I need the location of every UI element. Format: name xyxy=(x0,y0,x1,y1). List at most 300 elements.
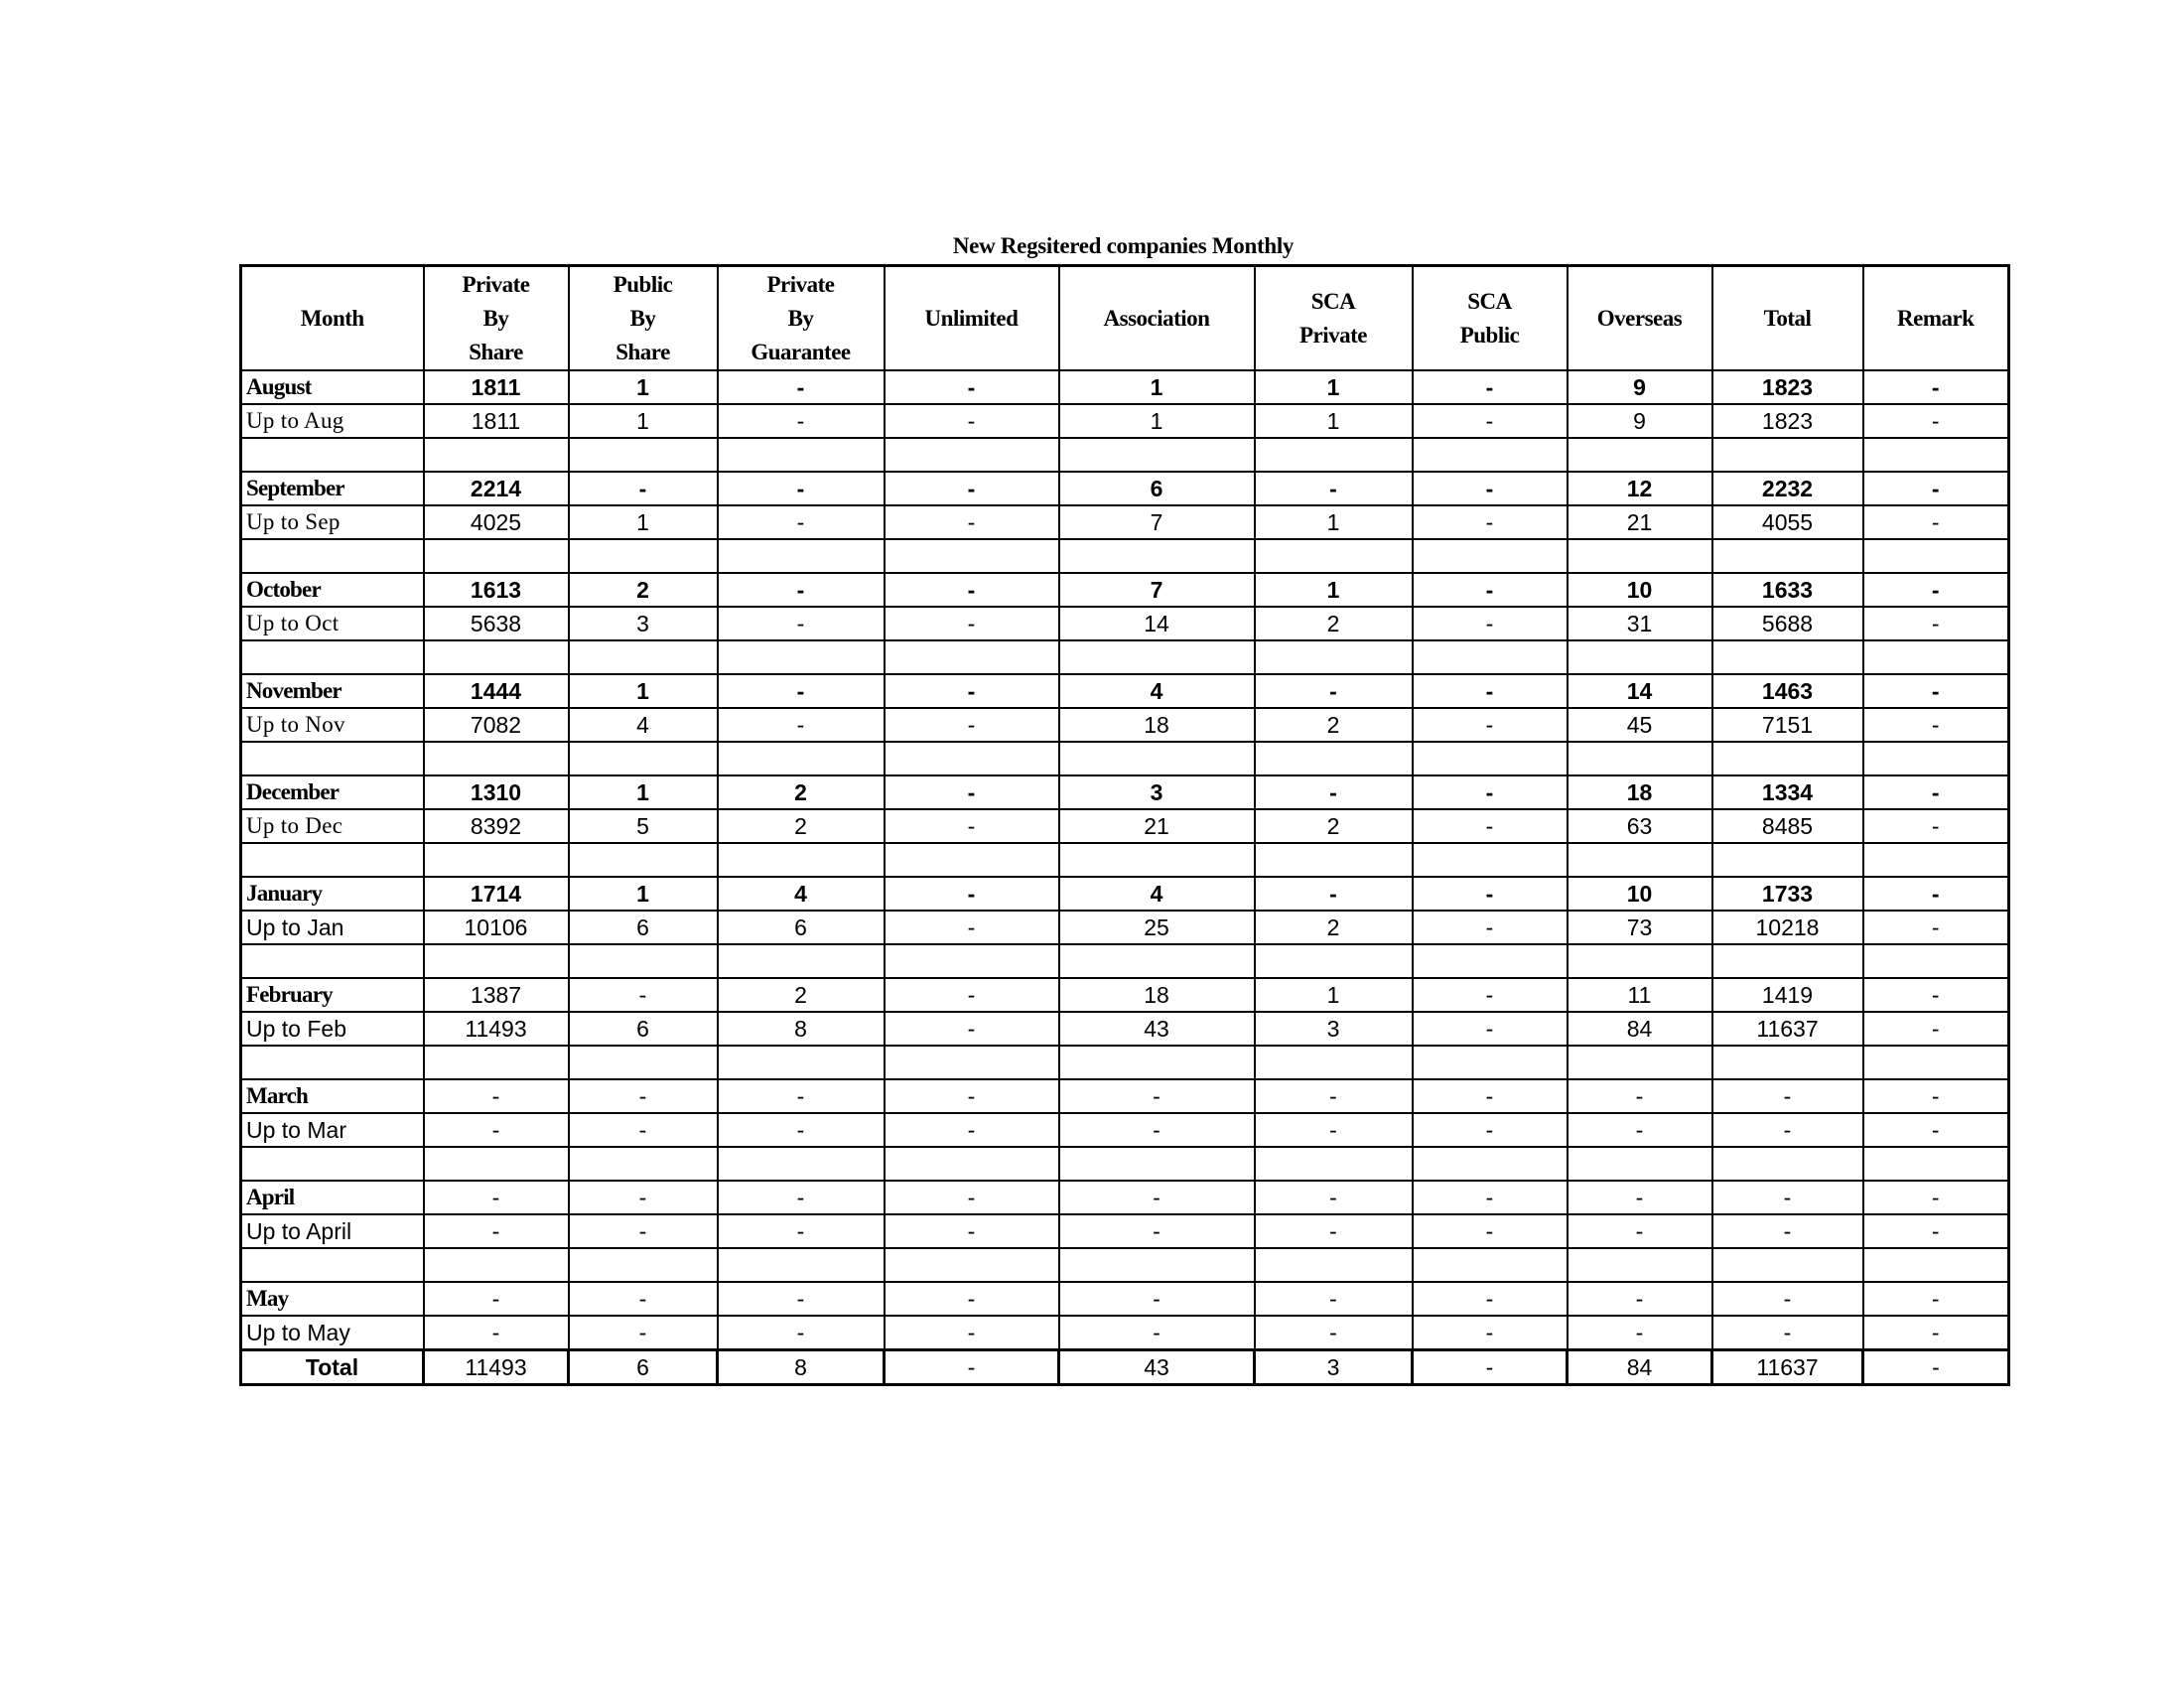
table-cell: - xyxy=(1413,911,1568,944)
empty-cell xyxy=(885,539,1059,573)
column-header xyxy=(241,266,424,371)
table-cell: 7 xyxy=(1059,573,1255,607)
empty-cell xyxy=(1712,1046,1863,1079)
table-cell: - xyxy=(718,370,885,404)
table-cell: - xyxy=(718,404,885,438)
table-title: New Regsitered companies Monthly xyxy=(952,233,1295,258)
row-label: October xyxy=(241,573,424,607)
table-cell: - xyxy=(718,1113,885,1147)
table-cell: 9 xyxy=(1568,370,1712,404)
empty-cell xyxy=(718,640,885,674)
table-cell: 10218 xyxy=(1712,911,1863,944)
table-cell: - xyxy=(1712,1079,1863,1113)
empty-cell xyxy=(241,539,424,573)
table-cell: - xyxy=(1863,472,2009,505)
table-cell: - xyxy=(1255,775,1413,809)
table-cell: 1 xyxy=(569,370,718,404)
table-cell: 7151 xyxy=(1712,708,1863,742)
empty-cell xyxy=(241,1046,424,1079)
table-cell: - xyxy=(1413,809,1568,843)
empty-cell xyxy=(1568,843,1712,877)
empty-cell xyxy=(569,843,718,877)
table-cell: - xyxy=(1413,1350,1568,1385)
table-cell: - xyxy=(1255,877,1413,911)
table-cell: 11637 xyxy=(1712,1350,1863,1385)
empty-cell xyxy=(1712,1147,1863,1181)
table-cell: 1463 xyxy=(1712,674,1863,708)
empty-cell xyxy=(569,742,718,775)
cumulative-row xyxy=(241,1214,2009,1248)
spacer-row xyxy=(241,1147,2009,1181)
table-cell: - xyxy=(569,1113,718,1147)
table-cell: - xyxy=(1413,708,1568,742)
column-header xyxy=(1413,266,1568,371)
table-cell: 1714 xyxy=(424,877,569,911)
empty-cell xyxy=(1863,1046,2009,1079)
row-label: December xyxy=(241,775,424,809)
cumulative-row xyxy=(241,607,2009,640)
table-cell: - xyxy=(1863,607,2009,640)
column-header xyxy=(718,266,885,371)
table-cell: - xyxy=(1255,1113,1413,1147)
table-cell: 11637 xyxy=(1712,1012,1863,1046)
table-cell: - xyxy=(885,1316,1059,1350)
table-cell: 1 xyxy=(1255,573,1413,607)
table-cell: - xyxy=(885,1214,1059,1248)
table-cell: 2 xyxy=(1255,708,1413,742)
table-cell: 1823 xyxy=(1712,370,1863,404)
table-cell: - xyxy=(1413,472,1568,505)
table-cell: 4 xyxy=(569,708,718,742)
empty-cell xyxy=(1568,944,1712,978)
month-row xyxy=(241,877,2009,911)
table-cell: - xyxy=(1255,1282,1413,1316)
table-cell: - xyxy=(1059,1181,1255,1214)
empty-cell xyxy=(1568,742,1712,775)
table-cell: 14 xyxy=(1568,674,1712,708)
table-cell: 1 xyxy=(1255,505,1413,539)
table-cell: - xyxy=(1255,1316,1413,1350)
empty-cell xyxy=(241,742,424,775)
spacer-row xyxy=(241,742,2009,775)
column-header-line: SCA xyxy=(1310,288,1356,314)
table-cell: 5 xyxy=(569,809,718,843)
table-cell: - xyxy=(885,708,1059,742)
table-cell: 1419 xyxy=(1712,978,1863,1012)
table-cell: 84 xyxy=(1568,1350,1712,1385)
empty-cell xyxy=(1413,438,1568,472)
table-cell: 14 xyxy=(1059,607,1255,640)
table-cell: 73 xyxy=(1568,911,1712,944)
table-cell: - xyxy=(885,370,1059,404)
table-cell: - xyxy=(1863,1113,2009,1147)
table-cell: 6 xyxy=(1059,472,1255,505)
table-cell: 43 xyxy=(1059,1012,1255,1046)
row-label: Up to Aug xyxy=(241,404,424,438)
table-cell: 1 xyxy=(1059,404,1255,438)
table-cell: - xyxy=(1059,1113,1255,1147)
table-cell: - xyxy=(1863,911,2009,944)
empty-cell xyxy=(1413,742,1568,775)
empty-cell xyxy=(241,1248,424,1282)
table-cell: 2 xyxy=(718,978,885,1012)
table-cell: 1 xyxy=(1255,370,1413,404)
table-cell: 11493 xyxy=(424,1350,569,1385)
total-row xyxy=(241,1350,2009,1385)
table-cell: 45 xyxy=(1568,708,1712,742)
empty-cell xyxy=(718,1248,885,1282)
row-label: Up to Oct xyxy=(241,607,424,640)
table-cell: 4 xyxy=(1059,877,1255,911)
table-cell: 1444 xyxy=(424,674,569,708)
table-cell: - xyxy=(885,505,1059,539)
table-cell: - xyxy=(569,1214,718,1248)
table-cell: - xyxy=(718,1316,885,1350)
empty-cell xyxy=(1255,640,1413,674)
table-cell: - xyxy=(1863,1214,2009,1248)
empty-cell xyxy=(1712,539,1863,573)
empty-cell xyxy=(424,438,569,472)
spacer-row xyxy=(241,944,2009,978)
cumulative-row xyxy=(241,1316,2009,1350)
empty-cell xyxy=(1568,1147,1712,1181)
column-header xyxy=(885,266,1059,371)
table-cell: 21 xyxy=(1059,809,1255,843)
row-label: Up to Feb xyxy=(241,1012,424,1046)
row-label: March xyxy=(241,1079,424,1113)
table-cell: 2 xyxy=(1255,911,1413,944)
empty-cell xyxy=(1863,1248,2009,1282)
table-cell: - xyxy=(1059,1316,1255,1350)
table-cell: - xyxy=(1255,1214,1413,1248)
table-cell: 25 xyxy=(1059,911,1255,944)
spacer-row xyxy=(241,1248,2009,1282)
table-cell: - xyxy=(1413,1316,1568,1350)
column-header-line: Public xyxy=(613,271,673,297)
table-cell: 1387 xyxy=(424,978,569,1012)
table-cell: - xyxy=(1863,505,2009,539)
table-cell: - xyxy=(1863,674,2009,708)
table-cell: 6 xyxy=(569,911,718,944)
table-cell: - xyxy=(1413,1113,1568,1147)
cumulative-row xyxy=(241,708,2009,742)
table-cell: 5688 xyxy=(1712,607,1863,640)
table-cell: 4025 xyxy=(424,505,569,539)
table-cell: 9 xyxy=(1568,404,1712,438)
table-cell: 2232 xyxy=(1712,472,1863,505)
empty-cell xyxy=(1568,1046,1712,1079)
row-label: January xyxy=(241,877,424,911)
empty-cell xyxy=(1413,1046,1568,1079)
table-cell: - xyxy=(1712,1282,1863,1316)
table-cell: - xyxy=(1712,1181,1863,1214)
table-cell: 1 xyxy=(1255,978,1413,1012)
month-row xyxy=(241,472,2009,505)
empty-cell xyxy=(1863,438,2009,472)
table-cell: - xyxy=(885,1079,1059,1113)
table-cell: 43 xyxy=(1059,1350,1255,1385)
empty-cell xyxy=(1712,438,1863,472)
column-header xyxy=(1712,266,1863,371)
column-header xyxy=(569,266,718,371)
table-cell: - xyxy=(424,1181,569,1214)
table-cell: 3 xyxy=(1255,1012,1413,1046)
table-cell: 6 xyxy=(569,1012,718,1046)
column-header xyxy=(1255,266,1413,371)
table-cell: 18 xyxy=(1059,708,1255,742)
table-cell: - xyxy=(1863,370,2009,404)
empty-cell xyxy=(1059,944,1255,978)
table-cell: - xyxy=(1568,1181,1712,1214)
column-header-line: Private xyxy=(1298,322,1367,348)
table-cell: 3 xyxy=(1059,775,1255,809)
empty-cell xyxy=(1059,1248,1255,1282)
empty-cell xyxy=(1712,843,1863,877)
table-cell: - xyxy=(1568,1214,1712,1248)
empty-cell xyxy=(1413,539,1568,573)
table-cell: 1 xyxy=(569,404,718,438)
table-cell: 8 xyxy=(718,1012,885,1046)
empty-cell xyxy=(1255,1147,1413,1181)
table-cell: - xyxy=(1413,1181,1568,1214)
column-header-line: By xyxy=(629,305,656,331)
header-row xyxy=(241,266,2009,371)
row-label: November xyxy=(241,674,424,708)
table-cell: - xyxy=(718,505,885,539)
table-cell: 11493 xyxy=(424,1012,569,1046)
empty-cell xyxy=(718,944,885,978)
row-label: April xyxy=(241,1181,424,1214)
empty-cell xyxy=(1712,640,1863,674)
table-cell: 6 xyxy=(569,1350,718,1385)
table-cell: 1823 xyxy=(1712,404,1863,438)
table-cell: - xyxy=(1863,404,2009,438)
empty-cell xyxy=(1059,438,1255,472)
empty-cell xyxy=(1863,843,2009,877)
empty-cell xyxy=(424,944,569,978)
empty-cell xyxy=(885,1147,1059,1181)
table-cell: 2 xyxy=(1255,809,1413,843)
row-label: Up to Jan xyxy=(241,911,424,944)
column-header-line: By xyxy=(482,305,509,331)
table-cell: - xyxy=(885,775,1059,809)
table-cell: 8 xyxy=(718,1350,885,1385)
row-label: September xyxy=(241,472,424,505)
table-cell: 7 xyxy=(1059,505,1255,539)
table-cell: - xyxy=(569,978,718,1012)
table-cell: - xyxy=(1863,1316,2009,1350)
table-cell: - xyxy=(1413,505,1568,539)
table-cell: - xyxy=(569,1282,718,1316)
table-cell: - xyxy=(718,1214,885,1248)
empty-cell xyxy=(569,539,718,573)
table-cell: - xyxy=(718,674,885,708)
table-cell: - xyxy=(718,708,885,742)
table-cell: 1 xyxy=(569,775,718,809)
table-cell: - xyxy=(1568,1282,1712,1316)
row-label: February xyxy=(241,978,424,1012)
cumulative-row xyxy=(241,404,2009,438)
empty-cell xyxy=(1255,1248,1413,1282)
table-cell: - xyxy=(1863,775,2009,809)
table-cell: 12 xyxy=(1568,472,1712,505)
month-row xyxy=(241,1282,2009,1316)
empty-cell xyxy=(1568,539,1712,573)
table-cell: 2 xyxy=(1255,607,1413,640)
table-cell: - xyxy=(885,1282,1059,1316)
empty-cell xyxy=(1255,1046,1413,1079)
table-cell: - xyxy=(1568,1079,1712,1113)
empty-cell xyxy=(569,438,718,472)
table-cell: 18 xyxy=(1059,978,1255,1012)
row-label: Up to Mar xyxy=(241,1113,424,1147)
table-cell: 63 xyxy=(1568,809,1712,843)
table-cell: 1633 xyxy=(1712,573,1863,607)
month-row xyxy=(241,775,2009,809)
table-cell: - xyxy=(1255,472,1413,505)
table-cell: 3 xyxy=(1255,1350,1413,1385)
empty-cell xyxy=(1413,1248,1568,1282)
cumulative-row xyxy=(241,505,2009,539)
table-cell: - xyxy=(424,1079,569,1113)
empty-cell xyxy=(1568,1248,1712,1282)
table-cell: 5638 xyxy=(424,607,569,640)
column-header xyxy=(1568,266,1712,371)
table-cell: - xyxy=(1413,674,1568,708)
table-cell: 84 xyxy=(1568,1012,1712,1046)
table-cell: - xyxy=(1863,1282,2009,1316)
table-cell: 3 xyxy=(569,607,718,640)
table-cell: - xyxy=(424,1214,569,1248)
month-row xyxy=(241,1079,2009,1113)
table-cell: 18 xyxy=(1568,775,1712,809)
table-cell: - xyxy=(885,809,1059,843)
column-header-line: Overseas xyxy=(1596,305,1683,331)
row-label: Total xyxy=(241,1350,424,1385)
empty-cell xyxy=(424,742,569,775)
empty-cell xyxy=(1059,640,1255,674)
spacer-row xyxy=(241,640,2009,674)
empty-cell xyxy=(569,640,718,674)
empty-cell xyxy=(1059,539,1255,573)
empty-cell xyxy=(569,944,718,978)
column-header xyxy=(424,266,569,371)
table-cell: 1 xyxy=(1059,370,1255,404)
empty-cell xyxy=(1059,1147,1255,1181)
table-cell: - xyxy=(885,607,1059,640)
document-page xyxy=(239,228,2007,1386)
column-header-line: Remark xyxy=(1897,305,1975,331)
table-cell: 2 xyxy=(718,775,885,809)
empty-cell xyxy=(424,843,569,877)
table-cell: - xyxy=(1413,607,1568,640)
empty-cell xyxy=(424,1248,569,1282)
column-header-line: Guarantee xyxy=(751,339,851,364)
table-cell: 21 xyxy=(1568,505,1712,539)
table-cell: 8485 xyxy=(1712,809,1863,843)
table-cell: - xyxy=(569,472,718,505)
empty-cell xyxy=(1863,1147,2009,1181)
registrations-table xyxy=(239,264,2010,1386)
table-cell: 1310 xyxy=(424,775,569,809)
table-cell: 2 xyxy=(718,809,885,843)
table-cell: - xyxy=(1863,708,2009,742)
table-cell: 2214 xyxy=(424,472,569,505)
column-header xyxy=(1863,266,2009,371)
column-header-line: Month xyxy=(300,305,364,331)
table-cell: - xyxy=(1863,1012,2009,1046)
row-label: Up to April xyxy=(241,1214,424,1248)
column-header-line: Private xyxy=(462,271,530,297)
row-label: August xyxy=(241,370,424,404)
table-cell: - xyxy=(1568,1316,1712,1350)
table-cell: - xyxy=(1255,1079,1413,1113)
empty-cell xyxy=(1568,438,1712,472)
column-header-line: SCA xyxy=(1467,288,1512,314)
table-cell: 4 xyxy=(718,877,885,911)
table-cell: - xyxy=(1413,1214,1568,1248)
table-cell: - xyxy=(718,1282,885,1316)
table-cell: - xyxy=(718,472,885,505)
table-cell: - xyxy=(885,573,1059,607)
column-header-line: Share xyxy=(469,339,523,364)
spacer-row xyxy=(241,539,2009,573)
table-cell: - xyxy=(885,1113,1059,1147)
empty-cell xyxy=(1712,944,1863,978)
empty-cell xyxy=(1413,944,1568,978)
cumulative-row xyxy=(241,911,2009,944)
empty-cell xyxy=(1413,640,1568,674)
row-label: Up to Dec xyxy=(241,809,424,843)
table-cell: - xyxy=(885,978,1059,1012)
empty-cell xyxy=(424,1147,569,1181)
table-cell: 1334 xyxy=(1712,775,1863,809)
empty-cell xyxy=(1568,640,1712,674)
table-cell: - xyxy=(1255,674,1413,708)
table-cell: 1811 xyxy=(424,404,569,438)
table-cell: - xyxy=(1712,1113,1863,1147)
table-cell: - xyxy=(1255,1181,1413,1214)
table-cell: - xyxy=(1059,1079,1255,1113)
empty-cell xyxy=(885,944,1059,978)
empty-cell xyxy=(718,843,885,877)
empty-cell xyxy=(1255,944,1413,978)
table-cell: - xyxy=(569,1079,718,1113)
table-cell: - xyxy=(885,911,1059,944)
month-row xyxy=(241,674,2009,708)
empty-cell xyxy=(241,944,424,978)
table-cell: 1 xyxy=(1255,404,1413,438)
table-cell: 11 xyxy=(1568,978,1712,1012)
empty-cell xyxy=(569,1147,718,1181)
table-cell: - xyxy=(718,573,885,607)
table-cell: - xyxy=(1863,978,2009,1012)
month-row xyxy=(241,1181,2009,1214)
table-cell: 8392 xyxy=(424,809,569,843)
row-label: Up to Sep xyxy=(241,505,424,539)
empty-cell xyxy=(1059,843,1255,877)
table-cell: - xyxy=(1568,1113,1712,1147)
table-cell: - xyxy=(885,674,1059,708)
table-cell: 1 xyxy=(569,674,718,708)
table-cell: 1811 xyxy=(424,370,569,404)
table-cell: 1 xyxy=(569,505,718,539)
empty-cell xyxy=(424,539,569,573)
table-cell: 2 xyxy=(569,573,718,607)
empty-cell xyxy=(1863,640,2009,674)
table-cell: - xyxy=(1413,1282,1568,1316)
table-cell: - xyxy=(885,1012,1059,1046)
